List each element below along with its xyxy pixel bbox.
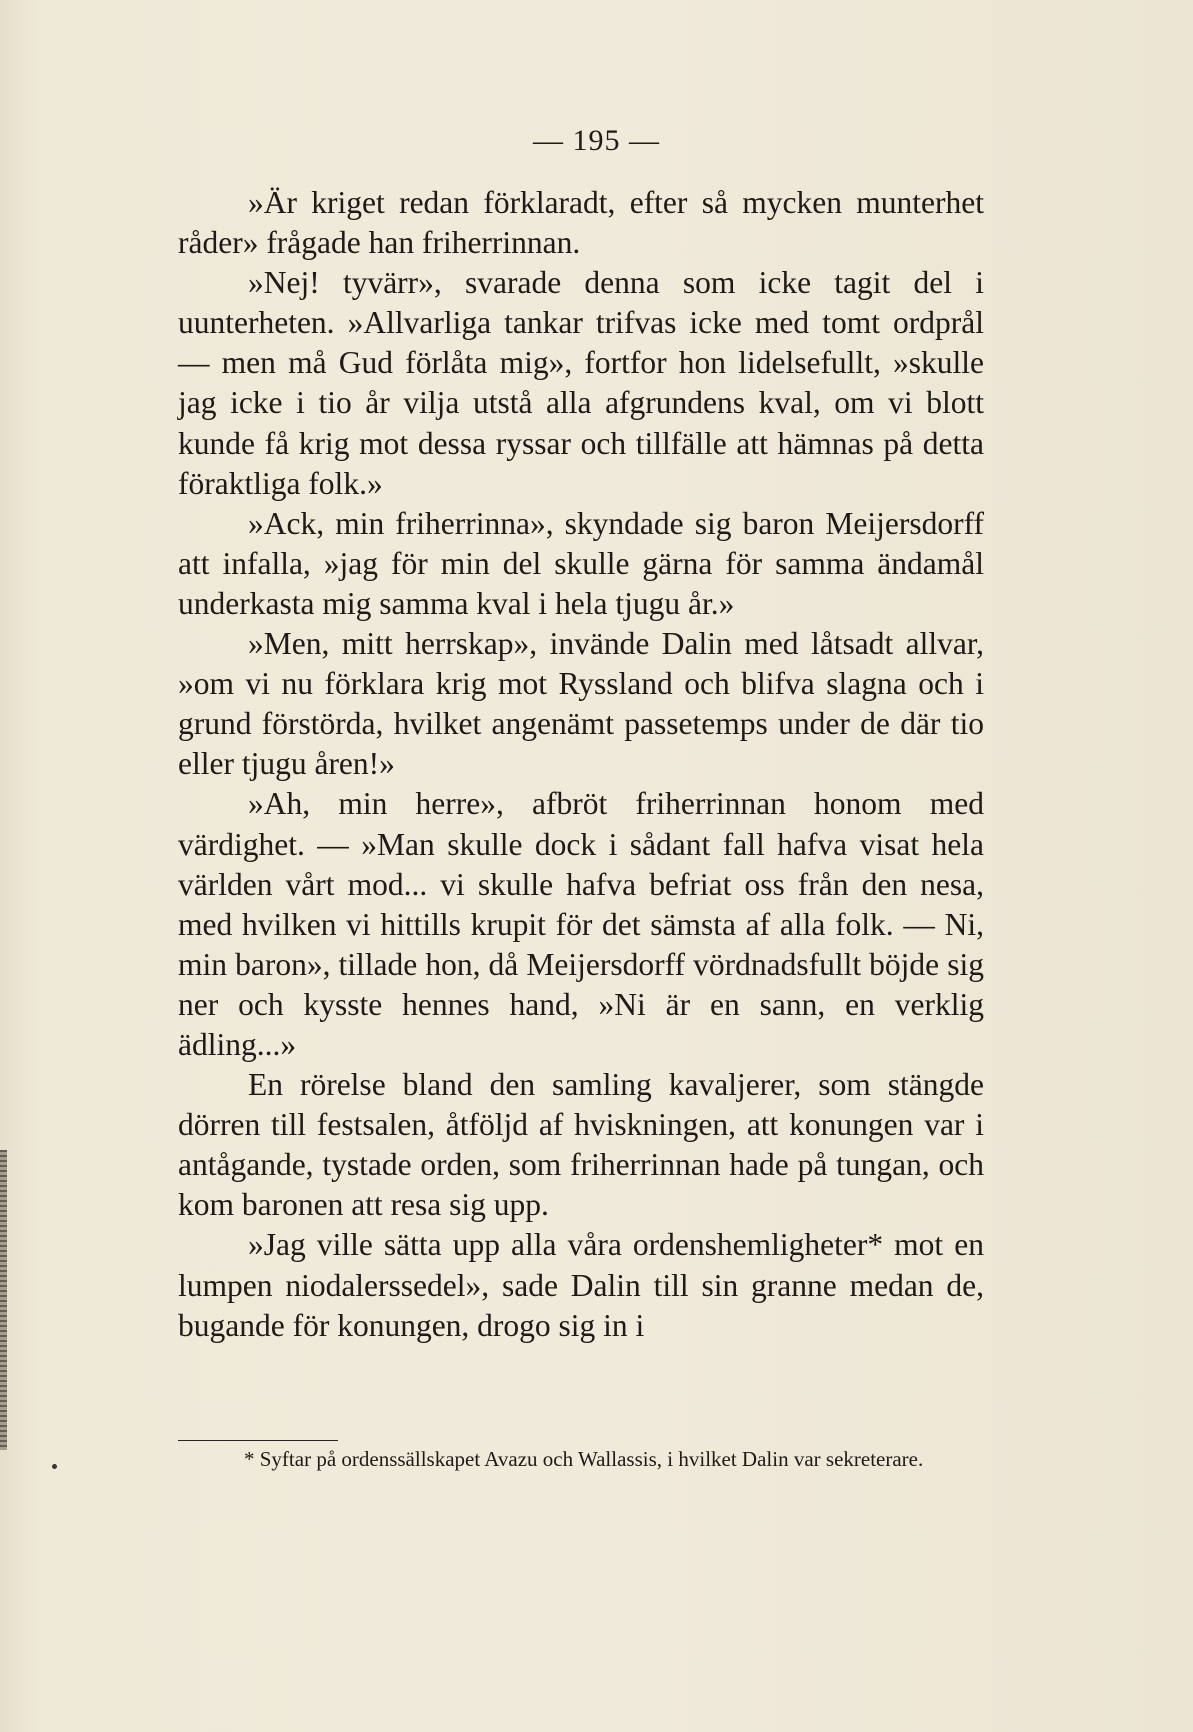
paragraph: »Jag ville sätta upp alla våra ordenshemligheter* mot en lumpen niodalerssedel», sade Dalin till sin granne medan de, bugande för konungen, drogo sig in i (178, 1227, 984, 1343)
paragraph: »Är kriget redan förklaradt, efter så mycken munterhet råder» frågade han friherrinnan. (178, 185, 984, 261)
paragraph: »Nej! tyvärr», svarade denna som icke tagit del i uunterheten. »Allvarliga tankar trifvas icke med tomt ordprål — men må Gud förlåta mig», fortfor hon lidelsefullt, »skulle jag icke i tio år vilja utstå alla afgrundens kval, om vi blott kunde få krig mot dessa ryssar och tillfälle att hämnas på detta föraktliga folk.» (178, 265, 984, 501)
footnote-rule (178, 1440, 338, 1441)
paper-speck (52, 1464, 57, 1469)
paragraph: »Ah, min herre», afbröt friherrinnan honom med värdighet. — »Man skulle dock i sådant fall hafva visat hela världen vårt mod... vi skulle hafva befriat oss från den nesa, med hvilken vi hittills krupit för det sämsta af alla folk. — Ni, min baron», tillade hon, då Meijersdorff vördnadsfullt böjde sig ner och kysste hennes hand, »Ni är en sann, en verklig ädling...» (178, 786, 984, 1062)
paragraph: »Men, mitt herrskap», invände Dalin med låtsadt allvar, »om vi nu förklara krig mot Ryssland och blifva slagna och i grund förstörda, hvilket angenämt passetemps under de där tio eller tjugu åren!» (178, 626, 984, 782)
paragraph: »Ack, min friherrinna», skyndade sig baron Meijersdorff att infalla, »jag för min del skulle gärna för samma ändamål underkasta mig samma kval i hela tjugu år.» (178, 505, 984, 621)
footnote-text: * Syftar på ordenssällskapet Avazu och Wallassis, i hvilket Dalin var sekreterare. (244, 1447, 924, 1471)
paragraph: En rörelse bland den samling kavaljerer, som stängde dörren till festsalen, åtföljd af hviskningen, att konungen var i antågande, tystade orden, som friherrinnan hade på tungan, och kom baronen att resa sig upp. (178, 1067, 984, 1223)
body-text (178, 183, 984, 1346)
page-number: — 195 — (533, 124, 660, 157)
footnote (178, 1444, 984, 1474)
binding-edge (0, 1150, 7, 1450)
